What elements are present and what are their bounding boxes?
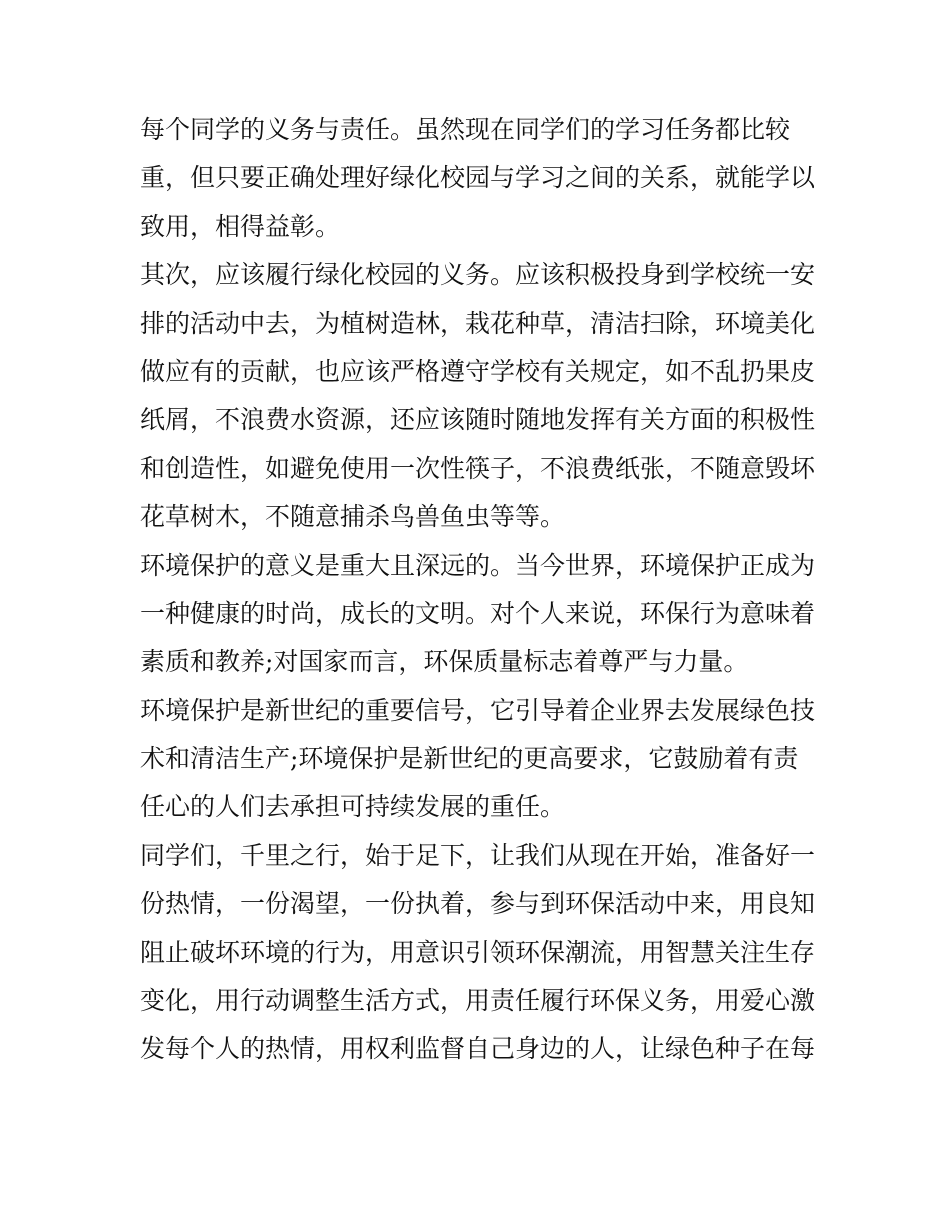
text-line: 做应有的贡献，也应该严格遵守学校有关规定，如不乱扔果皮: [140, 356, 816, 386]
text-line: 排的活动中去，为植树造林，栽花种草，清洁扫除，环境美化: [140, 308, 816, 338]
text-line: 任心的人们去承担可持续发展的重任。: [140, 792, 566, 822]
text-line: 纸屑，不浪费水资源，还应该随时随地发挥有关方面的积极性: [140, 405, 816, 435]
body-text: [140, 106, 820, 1074]
text-line: 花草树木，不随意捕杀鸟兽鱼虫等等。: [140, 502, 566, 532]
text-line: 份热情，一份渴望，一份执着，参与到环保活动中来，用良知: [140, 889, 816, 919]
text-line: 重，但只要正确处理好绿化校园与学习之间的关系，就能学以: [140, 163, 816, 193]
text-line: 术和清洁生产;环境保护是新世纪的更高要求，它鼓励着有责: [140, 744, 799, 774]
text-line: 发每个人的热情，用权利监督自己身边的人，让绿色种子在每: [140, 1034, 816, 1064]
text-line: 一种健康的时尚，成长的文明。对个人来说，环保行为意味着: [140, 598, 816, 628]
text-line: 素质和教养;对国家而言，环保质量标志着尊严与力量。: [140, 647, 749, 677]
text-line: 其次，应该履行绿化校园的义务。应该积极投身到学校统一安: [140, 260, 816, 290]
text-line: 阻止破坏环境的行为，用意识引领环保潮流，用智慧关注生存: [140, 937, 816, 967]
text-line: 致用，相得益彰。: [140, 211, 341, 241]
text-line: 每个同学的义务与责任。虽然现在同学们的学习任务都比较: [140, 115, 791, 144]
text-line: 环境保护是新世纪的重要信号，它引导着企业界去发展绿色技: [140, 695, 816, 725]
text-line: 和创造性，如避免使用一次性筷子，不浪费纸张，不随意毁坏: [140, 453, 816, 483]
text-line: 变化，用行动调整生活方式，用责任履行环保义务，用爱心激: [140, 986, 816, 1016]
text-line: 环境保护的意义是重大且深远的。当今世界，环境保护正成为: [140, 550, 816, 580]
text-line: 同学们，千里之行，始于足下，让我们从现在开始，准备好一: [140, 840, 816, 870]
